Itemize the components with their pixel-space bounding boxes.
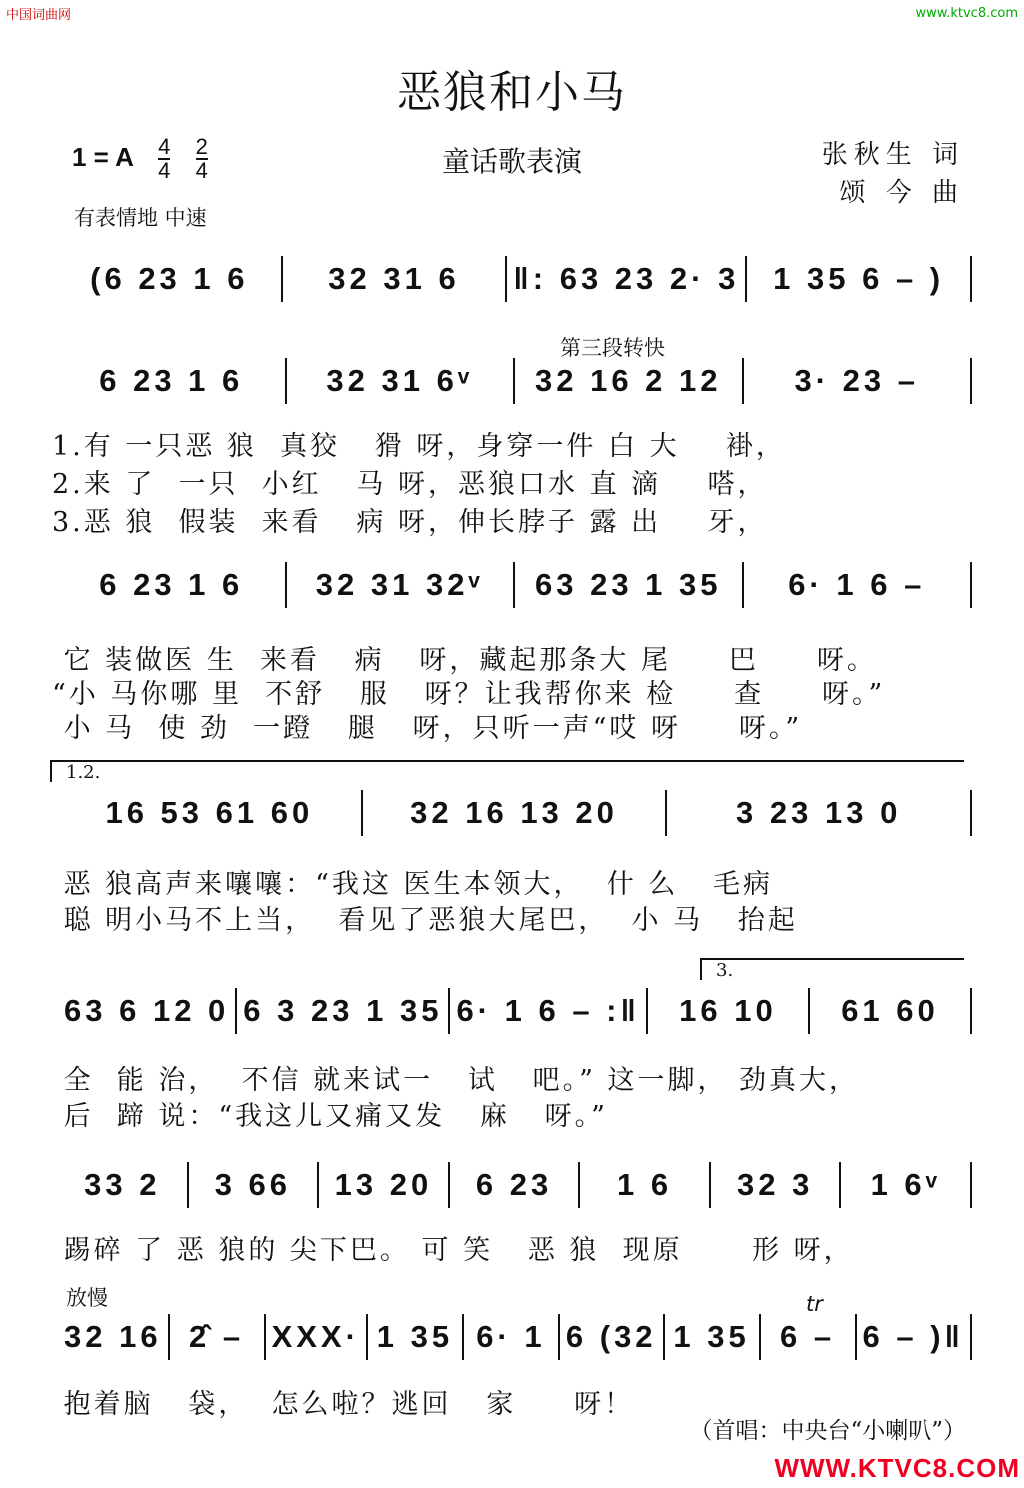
time-signature: $\frac{4}{4}$ (158, 134, 171, 183)
song-title: 恶狼和小马 (397, 67, 627, 118)
lyricist: 张秋生 词 (821, 140, 964, 170)
measure: 32 16 2 12 (515, 358, 744, 404)
lyric-line: 2.来 了 一只 小红 马 呀，恶狼口水 直 滴 嗒， (52, 469, 768, 500)
measure: 13 20 (319, 1162, 450, 1208)
subtitle: 童话歌表演 (441, 145, 582, 178)
measure: 1 35 6 – ) (747, 256, 972, 302)
measure: 6· 1 (464, 1314, 560, 1360)
measure: 16 10 (648, 988, 810, 1034)
measure: 32 31 32ᵛ (287, 562, 516, 608)
measure: (6 23 1 6 (58, 256, 283, 302)
measure: 32 3 (711, 1162, 842, 1208)
measure: 3 23 13 0 (667, 790, 972, 836)
measure: 32 16 13 20 (363, 790, 668, 836)
measure: XXX· (266, 1314, 368, 1360)
site-url: www.ktvc8.com (915, 6, 1018, 21)
lyric-line: 恶 狼高声来嚷嚷：“我这 医生本领大， 什 么 毛病 (52, 869, 774, 900)
measure: 6 23 (450, 1162, 581, 1208)
measure: 32 31 6 (283, 256, 508, 302)
measure: 6 3 23 1 35 (237, 988, 450, 1034)
measure: 61 60 (810, 988, 972, 1034)
measure: 16 53 61 60 (58, 790, 363, 836)
notation-row (58, 356, 972, 406)
measure: 6· 1 6 – (744, 562, 973, 608)
tempo-marking: 有表情地 中速 (74, 206, 207, 230)
measure: 6 23 1 6 (58, 562, 287, 608)
measure: 6· 1 6 – :‖ (450, 988, 648, 1034)
measure: 6 – )‖ (857, 1314, 972, 1360)
measure: 33 2 (58, 1162, 189, 1208)
measure: 1 6ᵛ (841, 1162, 972, 1208)
time-signature: $\frac{2}{4}$ (195, 134, 208, 183)
volta-bracket: 1.2. (50, 760, 964, 782)
lyric-line: 小 马 使 劲 一蹬 腿 呀，只听一声“哎 呀 呀。” (52, 713, 803, 744)
measure: 6 23 1 6 (58, 358, 287, 404)
key-label: 1 = A (72, 141, 133, 172)
measure: 32 16 (58, 1314, 170, 1360)
tempo-annotation: 放慢 (66, 1286, 108, 1310)
site-watermark: 中国词曲网 (6, 8, 72, 23)
site-logo: WWW.KTVC8.COM (774, 1453, 1020, 1483)
tempo-annotation: 第三段转快 (560, 336, 665, 360)
measure: 1 6 (580, 1162, 711, 1208)
notation-row (58, 560, 972, 610)
notation-row (58, 788, 972, 838)
lyric-line: 抱着脑 袋， 怎么啦？逃回 家 呀！ (52, 1389, 635, 1420)
notation-row (58, 986, 972, 1036)
lyric-line: 它 装做医 生 来看 病 呀，藏起那条大 尾 巴 呀。 (52, 645, 877, 676)
lyric-line: 1.有 一只恶 狼 真狡 猾 呀，身穿一件 白 大 褂， (52, 431, 786, 462)
lyric-line: 3.恶 狼 假装 来看 病 呀，伸长脖子 露 出 牙， (52, 507, 768, 538)
measure: 32 31 6ᵛ (287, 358, 516, 404)
volta-bracket: 3. (700, 958, 964, 980)
trill-mark: tr (806, 1292, 823, 1316)
measure: 6 (32 (560, 1314, 665, 1360)
lyric-line: 后 蹄 说：“我这儿又痛又发 麻 呀。” (52, 1101, 608, 1132)
notation-row (58, 254, 972, 304)
lyric-line: 聪 明小马不上当， 看见了恶狼大尾巴， 小 马 抬起 (52, 905, 798, 936)
composer: 颂 今 曲 (839, 178, 964, 208)
measure: 3· 23 – (744, 358, 973, 404)
measure: 1 35 (368, 1314, 464, 1360)
measure: 63 23 1 35 (515, 562, 744, 608)
measure: 6 – (761, 1314, 857, 1360)
premiere-credit: （首唱：中央台“小喇叭”） (689, 1418, 966, 1444)
notation-row (58, 1312, 972, 1362)
lyric-line: 全 能 治， 不信 就来试一 试 吧。” 这一脚， 劲真大， (52, 1065, 860, 1096)
measure: 63 6 12 0 (58, 988, 237, 1034)
notation-row (58, 1160, 972, 1210)
lyric-line: 踢碎 了 恶 狼的 尖下巴。 可 笑 恶 狼 现原 形 呀， (52, 1235, 854, 1266)
measure: 1 35 (665, 1314, 761, 1360)
measure: 2̂ – (170, 1314, 266, 1360)
lyric-line: “小 马你哪 里 不舒 服 呀？让我帮你来 检 查 呀。” (52, 679, 886, 710)
measure: ‖: 63 23 2· 3 (507, 256, 747, 302)
measure: 3 66 (189, 1162, 320, 1208)
